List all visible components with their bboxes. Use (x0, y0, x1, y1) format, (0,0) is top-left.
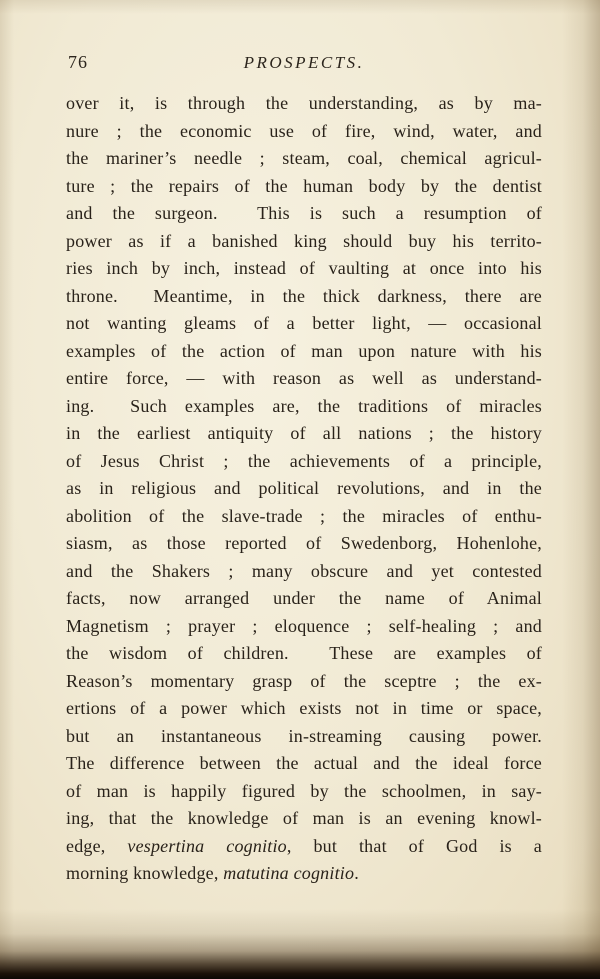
text-line (66, 613, 542, 641)
text-segment: abolition of the slave-trade ; the miracles of enthu- (66, 505, 542, 526)
text-segment: power as if a banished king should buy his territo- (66, 230, 542, 251)
text-segment: The difference between the actual and the ideal force (66, 753, 542, 773)
text-line (66, 118, 542, 146)
text-segment: ing. Such examples are, the traditions of miracles (66, 395, 542, 416)
page-edge-shadow-bottom (0, 909, 600, 979)
page-number: 76 (68, 52, 88, 72)
text-line (66, 475, 542, 503)
text-line (66, 420, 542, 448)
text-segment: entire force, — with reason as well as understand- (66, 368, 542, 388)
text-line (66, 145, 542, 173)
text-line (66, 805, 542, 833)
text-segment: of man is happily figured by the schoolmen, in say- (66, 780, 542, 801)
italic-phrase: matutina cognitio (223, 863, 355, 883)
text-segment: of Jesus Christ ; the achievements of a principle, (66, 450, 542, 471)
text-segment: edge, (66, 835, 128, 856)
text-segment: facts, now arranged under the name of Animal (66, 588, 542, 608)
text-segment: ing, that the knowledge of man is an evening knowl- (66, 808, 542, 828)
text-segment: the mariner’s needle ; steam, coal, chemical agricul- (66, 148, 542, 168)
text-line (66, 723, 542, 751)
text-line (66, 833, 542, 861)
text-segment: Reason’s momentary grasp of the sceptre ; the ex- (66, 670, 542, 691)
text-segment: but an instantaneous in-streaming causing power. (66, 725, 542, 746)
text-segment: ture ; the repairs of the human body by the dentist (66, 175, 542, 196)
text-segment: nure ; the economic use of fire, wind, water, and (66, 120, 542, 141)
body-text (66, 90, 542, 888)
text-line (66, 173, 542, 201)
text-line (66, 750, 542, 778)
text-segment: examples of the action of man upon nature with his (66, 340, 542, 361)
text-line (66, 778, 542, 806)
text-line (66, 585, 542, 613)
text-segment: morning knowledge, (66, 863, 224, 883)
text-line (66, 640, 542, 668)
text-line (66, 668, 542, 696)
text-line (66, 365, 542, 393)
page-edge-shadow-left (0, 0, 14, 979)
text-line (66, 448, 542, 476)
text-segment: not wanting gleams of a better light, — occasional (66, 313, 542, 333)
page-edge-shadow-right (562, 0, 600, 979)
text-line (66, 530, 542, 558)
running-header: PROSPECTS. (243, 53, 365, 72)
text-line (66, 393, 542, 421)
text-line (66, 310, 542, 338)
text-line (66, 558, 542, 586)
text-line (66, 90, 542, 118)
page-edge-shadow-top (0, 0, 600, 14)
text-segment: as in religious and political revolutions, and in the (66, 478, 542, 498)
text-line (66, 200, 542, 228)
text-segment: the wisdom of children. These are examples of (66, 643, 542, 663)
text-segment: ries inch by inch, instead of vaulting at once into his (66, 258, 542, 278)
text-segment: and the surgeon. This is such a resumption of (66, 203, 542, 223)
text-line (66, 695, 542, 723)
text-segment: and the Shakers ; many obscure and yet contested (66, 560, 542, 581)
text-line (66, 255, 542, 283)
text-line (66, 860, 542, 888)
text-segment: , but that of God is a (286, 835, 542, 856)
text-line (66, 338, 542, 366)
page-header (66, 52, 542, 76)
text-segment: in the earliest antiquity of all nations ; the history (66, 423, 542, 443)
text-segment: . (354, 863, 359, 883)
text-line (66, 503, 542, 531)
text-segment: Magnetism ; prayer ; eloquence ; self-healing ; and (66, 615, 542, 636)
italic-phrase: vespertina cognitio (127, 835, 287, 856)
text-line (66, 228, 542, 256)
text-segment: over it, is through the understanding, as by ma- (66, 93, 542, 113)
text-segment: siasm, as those reported of Swedenborg, Hohenlohe, (66, 533, 542, 553)
text-segment: ertions of a power which exists not in time or space, (66, 698, 542, 718)
text-segment: throne. Meantime, in the thick darkness, there are (66, 285, 542, 306)
text-line (66, 283, 542, 311)
